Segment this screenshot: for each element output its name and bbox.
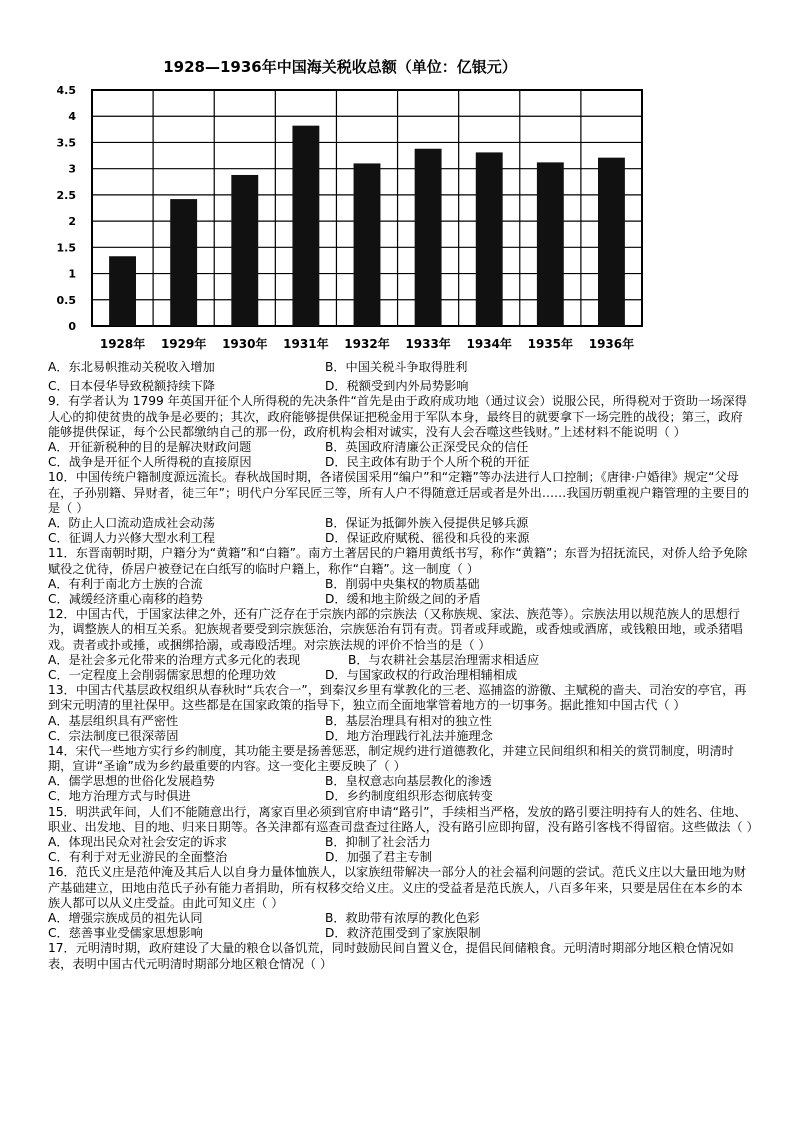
q16-stem: 16．范氏义庄是范仲淹及其后人以自身力量体恤族人，以家族纽带解决一部分人的社会福利问题的尝试。范氏义庄以大量田地为财产基础建立，田地由范氏子孙有能力者捐助，所有权移交给义庄。义庄的受益者是范氏族人，八百多年来，只要是居住在本乡的本族人都可以从义庄受益。由此可知义庄（ ） — [48, 865, 747, 910]
q11-option-b[interactable]: B．削弱中央集权的物质基础 — [325, 576, 480, 591]
y-tick-label: 0 — [68, 320, 76, 333]
q12-options-row-1 — [48, 653, 753, 668]
question-content — [48, 360, 759, 972]
q9-option-b[interactable]: B．英国政府清廉公正深受民众的信任 — [325, 439, 529, 454]
q12-options-row-2 — [48, 668, 753, 683]
q8-option-d[interactable]: D．税额受到内外局势影响 — [325, 379, 469, 394]
question-14 — [48, 744, 753, 805]
q10-option-c[interactable]: C．征调人力兴修大型水利工程 — [48, 531, 215, 546]
bar-1930年 — [231, 175, 258, 326]
q16-option-d[interactable]: D．救济范围受到了家族限制 — [325, 926, 481, 941]
q14-stem: 14．宋代一些地方实行乡约制度，其功能主要是扬善惩恶，制定规约进行道德教化，并建立民间组织和相关的赏罚制度，明清时期，宣讲“圣谕”成为乡约最重要的内容。这一变化主要反映了（ ） — [48, 743, 734, 774]
q14-options-row-2 — [48, 789, 753, 804]
q8-options-row-2 — [48, 379, 753, 394]
bar-1934年 — [476, 152, 503, 326]
q10-stem: 10．中国传统户籍制度源远流长。春秋战国时期，各诸侯国采用“编户”和“定籍”等办法进行人口控制；《唐律·户婚律》规定“父母在，子孙别籍、异财者，徒三年”；明代户分军民匠三等，所有人户不得随意迁居或者是外出……我国历朝重视户籍管理的主要目的是（ ） — [48, 470, 750, 515]
x-tick-label: 1934年 — [466, 337, 512, 351]
q15-stem: 15．明洪武年间，人们不能随意出行，离家百里必须到官府申请“路引”，手续相当严格，发放的路引要注明持有人的姓名、住地、职业、出发地、目的地、归来日期等。各关津都有巡查司盘查过往路人，没有路引应即拘留，没有路引客栈不得留宿。这些做法（ ） — [48, 804, 759, 834]
q14-option-a[interactable]: A．儒学思想的世俗化发展趋势 — [48, 774, 215, 789]
x-tick-label: 1929年 — [160, 337, 207, 351]
q14-option-b[interactable]: B．皇权意志向基层教化的渗透 — [325, 774, 492, 789]
x-tick-label: 1932年 — [344, 337, 390, 351]
y-tick-label: 3 — [68, 162, 76, 176]
bar-1936年 — [598, 158, 625, 326]
y-tick-label: 1.5 — [56, 241, 76, 255]
y-tick-label: 0.5 — [56, 293, 76, 307]
question-11 — [48, 546, 753, 607]
q14-options-row-1 — [48, 774, 753, 789]
q10-options-row-2 — [48, 531, 753, 546]
q17-stem: 17．元明清时期，政府建设了大量的粮仓以备饥荒，同时鼓励民间自置义仓，提倡民间储粮食。元明清时期部分地区粮仓情况如表，表明中国古代元明清时期部分地区粮仓情况（ ） — [48, 941, 734, 971]
q9-option-c[interactable]: C．战争是开征个人所得税的直接原因 — [48, 455, 252, 470]
y-tick-label: 1 — [68, 267, 76, 281]
q8-options-row-1 — [48, 360, 753, 375]
x-tick-label: 1935年 — [527, 337, 574, 351]
q8-option-a[interactable]: A．东北易帜推动关税收入增加 — [48, 360, 215, 374]
question-9 — [48, 394, 753, 470]
q10-options-row-1 — [48, 516, 753, 531]
q16-option-c[interactable]: C．慈善事业受儒家思想影响 — [48, 926, 203, 941]
q9-options-row-2 — [48, 455, 753, 470]
tariff-bar-chart — [50, 50, 650, 360]
x-tick-label: 1936年 — [588, 337, 635, 351]
y-tick-label: 3.5 — [56, 136, 76, 150]
question-10 — [48, 470, 753, 546]
q11-option-c[interactable]: C．减缓经济重心南移的趋势 — [48, 591, 203, 606]
y-tick-label: 4.5 — [56, 84, 76, 97]
q10-option-a[interactable]: A．防止人口流动造成社会动荡 — [48, 515, 215, 530]
q10-option-d[interactable]: D．保证政府赋税、徭役和兵役的来源 — [325, 531, 530, 546]
q13-options-row-2 — [48, 729, 753, 744]
bar-1929年 — [170, 199, 197, 326]
q16-option-b[interactable]: B．救助带有浓厚的教化色彩 — [325, 911, 480, 926]
q12-option-d[interactable]: D．与国家政权的行政治理相辅相成 — [325, 667, 518, 682]
x-tick-label: 1930年 — [222, 337, 268, 351]
q14-option-d[interactable]: D．乡约制度组织形态彻底转变 — [325, 789, 493, 804]
q8-option-c[interactable]: C．日本侵华导致税额持续下降 — [48, 379, 215, 394]
q16-options-row-1 — [48, 911, 753, 926]
q11-option-d[interactable]: D．缓和地主阶级之间的矛盾 — [325, 591, 481, 606]
y-tick-label: 2 — [68, 215, 76, 229]
bar-1932年 — [354, 163, 381, 326]
q11-options-row-2 — [48, 592, 753, 607]
q13-option-a[interactable]: A．基层组织具有严密性 — [48, 713, 179, 728]
q11-options-row-1 — [48, 577, 753, 592]
q12-option-a[interactable]: A．是社会多元化带来的治理方式多元化的表现 — [48, 652, 301, 667]
x-tick-label: 1933年 — [405, 337, 451, 351]
q16-option-a[interactable]: A．增强宗族成员的祖先认同 — [48, 911, 203, 926]
q15-option-a[interactable]: A．体现出民众对社会安定的诉求 — [48, 835, 227, 850]
question-17 — [48, 941, 753, 971]
y-tick-label: 2.5 — [56, 188, 76, 202]
q13-option-d[interactable]: D．地方治理践行礼法并施理念 — [325, 728, 493, 743]
q15-option-c[interactable]: C．有利于对无业游民的全面整治 — [48, 850, 228, 865]
x-tick-label: 1931年 — [283, 337, 329, 351]
question-16 — [48, 865, 753, 941]
q14-option-c[interactable]: C．地方治理方式与时俱进 — [48, 789, 191, 804]
bar-1933年 — [415, 149, 442, 326]
q10-option-b[interactable]: B．保证为抵御外族入侵提供足够兵源 — [325, 515, 529, 530]
q9-options-row-1 — [48, 440, 753, 455]
q11-option-a[interactable]: A．有利于南北方士族的合流 — [48, 576, 203, 591]
question-12 — [48, 607, 753, 683]
question-13 — [48, 683, 753, 744]
q13-options-row-1 — [48, 714, 753, 729]
q12-option-c[interactable]: C．一定程度上会削弱儒家思想的伦理功效 — [48, 667, 276, 682]
y-tick-label: 4 — [68, 110, 76, 124]
question-15 — [48, 804, 759, 866]
q9-option-a[interactable]: A．开征新税种的目的是解决财政问题 — [48, 439, 252, 454]
chart-plot-area — [57, 84, 643, 351]
q15-option-b[interactable]: B．抑制了社会活力 — [325, 835, 431, 850]
bar-1931年 — [292, 126, 319, 326]
bar-1935年 — [537, 162, 564, 326]
q11-stem: 11．东晋南朝时期，户籍分为“黄籍”和“白籍”。南方土著居民的户籍用黄纸书写，称作“黄籍”；东晋为招抚流民，对侨人给予免除赋役之优待，侨居户被登记在白纸写的临时户籍上，称作“白籍”。这一制度（ ） — [48, 546, 748, 576]
q15-option-d[interactable]: D．加强了君主专制 — [325, 850, 432, 865]
q15-options-row-1 — [48, 835, 753, 850]
q9-stem: 9．有学者认为 1799 年英国开征个人所得税的先决条件“首先是由于政府成功地（通过议会）说服公民，所得税对于资助一场深得人心的抑使贫贵的战争是必要的；其次，政府能够提供保证把税金用于军队本身，最终目的就要拿下一场完胜的战役；第三，政府能够提供保证，每个公民都缴纳自己的那一份，政府机构会相对诚实，没有人会吞噬这些钱财。”上述材料不能说明（ ） — [48, 394, 747, 439]
q15-options-row-2 — [48, 850, 753, 865]
chart-title: 1928—1936年中国海关税收总额（单位：亿银元） — [163, 58, 517, 76]
q8-option-b[interactable]: B．中国关税斗争取得胜利 — [325, 360, 468, 374]
q13-stem: 13．中国古代基层政权组织从春秋时“兵农合一”，到秦汉乡里有掌教化的三老、巡捕盗的游徼、主赋税的啬夫、司治安的亭官，再到宋元明清的里社保甲。这些都是在国家政策的指导下，独立而全面地掌管着地方的一切事务。据此推知中国古代（ ） — [48, 683, 747, 713]
q13-option-b[interactable]: B．基层治理具有相对的独立性 — [325, 713, 492, 728]
q12-option-b[interactable]: B．与农耕社会基层治理需求相适应 — [348, 652, 540, 667]
q13-option-c[interactable]: C．宗法制度已很深蒂固 — [48, 728, 179, 743]
bar-1928年 — [109, 256, 136, 326]
q16-options-row-2 — [48, 926, 753, 941]
q9-option-d[interactable]: D．民主政体有助于个人所个税的开征 — [325, 455, 530, 470]
x-tick-label: 1928年 — [99, 337, 146, 351]
q12-stem: 12．中国古代，于国家法律之外，还有广泛存在于宗族内部的宗族法（又称族规、家法、族范等）。宗族法用以规范族人的思想行为，调整族人的相互关系。犯族规者要受到宗族惩治，宗族惩治有罚有责。罚者或拜或跪，或香烛或酒席，或钱粮田地，或杀猪唱戏。责者或扑或捶，或捆绑拾溺，或毒殴活埋。对宗族法规的评价不恰当的是（ ） — [48, 607, 743, 652]
